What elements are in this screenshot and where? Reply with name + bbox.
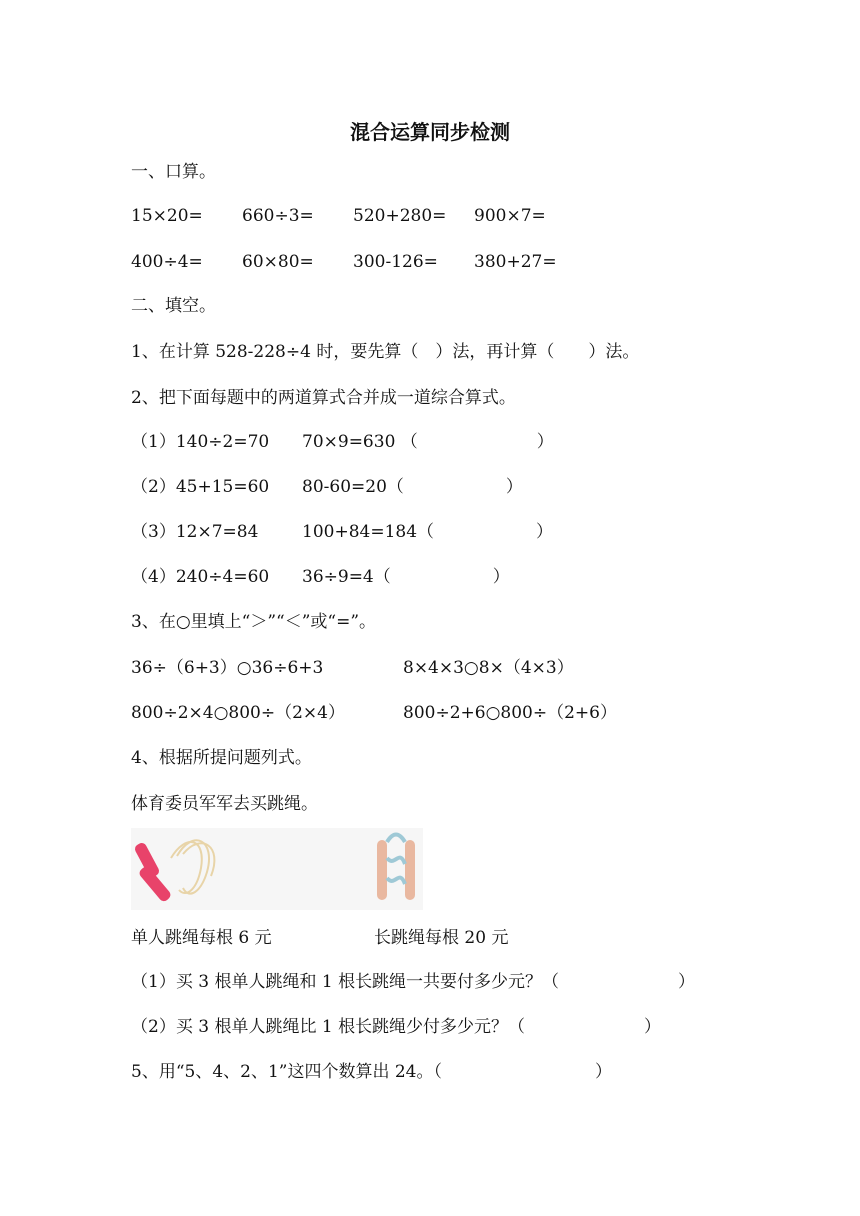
q3-compare-2: 8×4×3○8×（4×3） bbox=[403, 658, 574, 678]
q2-item-3-a: （3）12×7=84 bbox=[131, 522, 259, 542]
q2-item-4-b: 36÷9=4（ ） bbox=[302, 567, 510, 587]
oral-calc-3: 520+280= bbox=[353, 206, 447, 226]
question-2: 2、把下面每题中的两道算式合并成一道综合算式。 bbox=[131, 388, 516, 408]
oral-calc-8: 380+27= bbox=[474, 252, 557, 272]
q2-item-1-a: （1）140÷2=70 bbox=[131, 432, 270, 452]
oral-calc-6: 60×80= bbox=[242, 252, 314, 272]
question-1: 1、在计算 528-228÷4 时，要先算（ ）法，再计算（ ）法。 bbox=[131, 342, 640, 362]
question-4: 4、根据所提问题列式。 bbox=[131, 748, 312, 768]
q4-intro: 体育委员军军去买跳绳。 bbox=[131, 794, 318, 814]
q4-item-1: （1）买 3 根单人跳绳和 1 根长跳绳一共要付多少元？（ ） bbox=[131, 972, 696, 992]
price-long-rope: 长跳绳每根 20 元 bbox=[374, 928, 509, 948]
q4-item-2: （2）买 3 根单人跳绳比 1 根长跳绳少付多少元？（ ） bbox=[131, 1017, 662, 1037]
q3-compare-4: 800÷2+6○800÷（2+6） bbox=[403, 703, 617, 723]
section1-heading: 一、口算。 bbox=[131, 162, 216, 182]
question-3: 3、在○里填上“＞”“＜”或“=”。 bbox=[131, 612, 377, 632]
oral-calc-7: 300-126= bbox=[353, 252, 438, 272]
q2-item-2-a: （2）45+15=60 bbox=[131, 477, 270, 497]
price-single-rope: 单人跳绳每根 6 元 bbox=[131, 928, 272, 948]
oral-calc-2: 660÷3= bbox=[242, 206, 314, 226]
q3-compare-3: 800÷2×4○800÷（2×4） bbox=[131, 703, 345, 723]
oral-calc-4: 900×7= bbox=[474, 206, 546, 226]
question-5: 5、用“5、4、2、1”这四个数算出 24。（ ） bbox=[131, 1062, 612, 1082]
long-jump-rope-icon bbox=[369, 828, 429, 910]
q2-item-2-b: 80-60=20（ ） bbox=[302, 477, 523, 497]
page-title: 混合运算同步检测 bbox=[350, 120, 510, 144]
q2-item-3-b: 100+84=184（ ） bbox=[302, 522, 554, 542]
q3-compare-1: 36÷（6+3）○36÷6+3 bbox=[131, 658, 324, 678]
section2-heading: 二、填空。 bbox=[131, 296, 216, 316]
jump-rope-picture bbox=[131, 828, 423, 910]
oral-calc-5: 400÷4= bbox=[131, 252, 203, 272]
oral-calc-1: 15×20= bbox=[131, 206, 203, 226]
q2-item-4-a: （4）240÷4=60 bbox=[131, 567, 270, 587]
q2-item-1-b: 70×9=630 （ ） bbox=[302, 432, 554, 452]
